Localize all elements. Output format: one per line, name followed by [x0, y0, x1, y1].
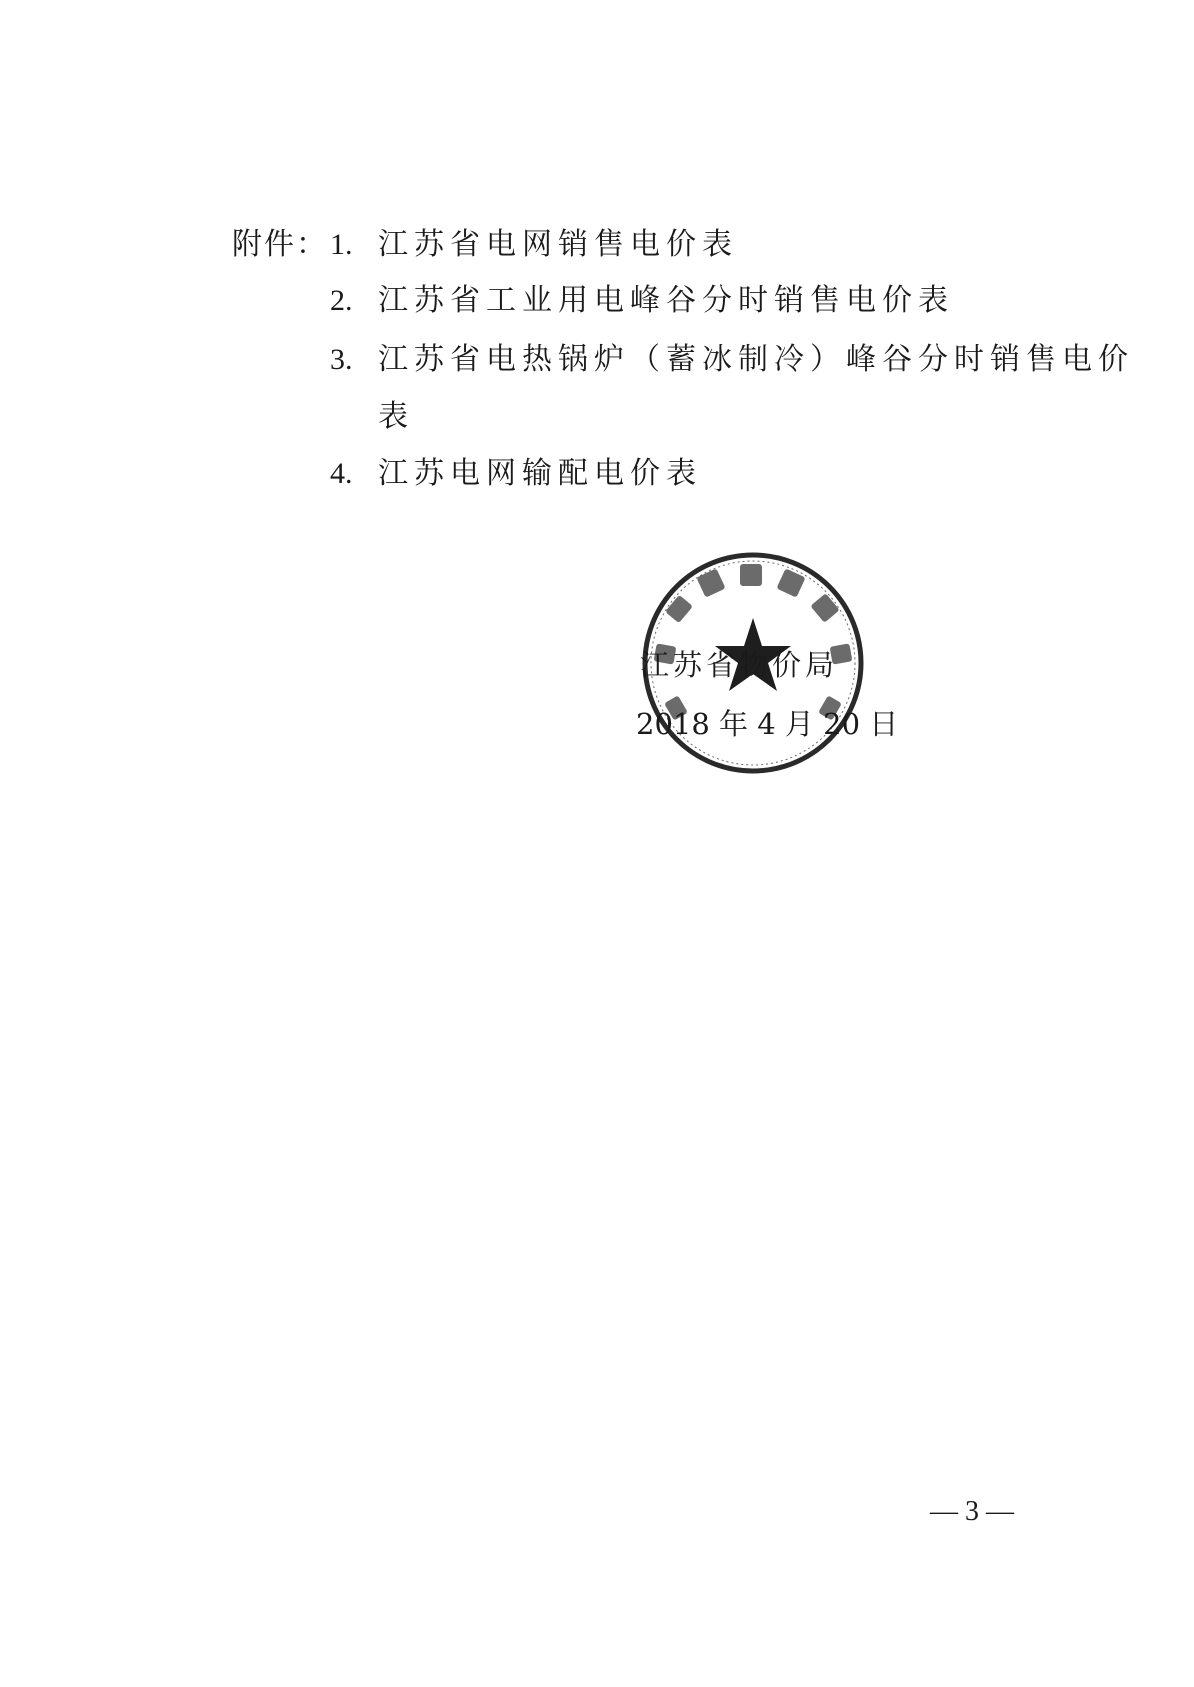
- attachment-title: 江苏电网输配电价表: [378, 456, 702, 491]
- attachment-item: [330, 225, 738, 265]
- attachment-number: 4.: [330, 457, 353, 490]
- issuer-name: 江苏省物价局: [640, 648, 839, 682]
- attachment-number: 3.: [330, 343, 353, 376]
- attachment-number: 1.: [330, 228, 353, 261]
- attachments-label: 附件：: [232, 227, 328, 262]
- issue-date: 2018 年 4 月 20 日: [636, 707, 899, 741]
- attachment-title-continuation: 表: [378, 399, 414, 434]
- attachment-item: [330, 340, 1134, 380]
- attachment-title: 江苏省电网销售电价表: [378, 227, 738, 262]
- attachment-item: [330, 454, 702, 494]
- attachment-title: 江苏省工业用电峰谷分时销售电价表: [378, 283, 954, 318]
- attachment-title: 江苏省电热锅炉（蓄冰制冷）峰谷分时销售电价: [378, 342, 1134, 377]
- attachment-number: 2.: [330, 284, 353, 317]
- page-number: — 3 —: [930, 1496, 1014, 1527]
- attachment-item: [330, 281, 954, 321]
